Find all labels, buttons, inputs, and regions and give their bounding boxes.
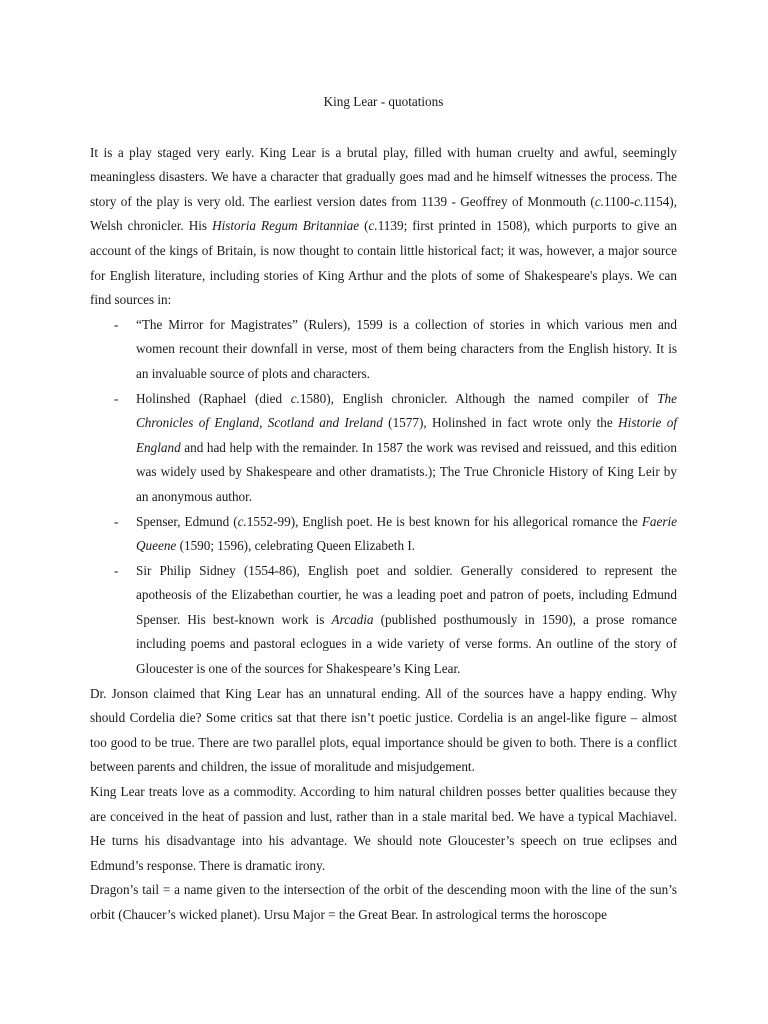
bullet-dash: - (114, 513, 119, 529)
sources-list (90, 313, 677, 682)
bullet-dash: - (114, 316, 119, 332)
list-item-holinshed: - Holinshed (Raphael (died c.1580), English chronicler. Although the named compiler of The Chronicles of England, Scotland and Ireland (1577), Holinshed in fact wrote only the Historie of England and had help with the remainder. In 1587 the work was revised and reissued, and this edition was widely used by Shakespeare and other dramatists.); The True Chronicle History of King Leir by an anonymous author. (90, 387, 677, 510)
dragon-paragraph: Dragon’s tail = a name given to the intersection of the orbit of the descending moon with the line of the sun’s orbit (Chaucer’s wicked planet). Ursu Major = the Great Bear. In astrological terms the horoscope (90, 882, 677, 922)
list-item-mirror: - “The Mirror for Magistrates” (Rulers), 1599 is a collection of stories in which various men and women recount their downfall in verse, most of them being characters from the English history. It is an invaluable source of plots and characters. (90, 313, 677, 387)
bullet-dash: - (114, 562, 119, 578)
list-item-sidney: - Sir Philip Sidney (1554-86), English poet and soldier. Generally considered to represent the apotheosis of the Elizabethan courtier, he was a leading poet and patron of poets, including Edmund Spenser. His best-known work is Arcadia (published posthumously in 1590), a prose romance including poems and pastoral eclogues in a wide variety of verse forms. An outline of the story of Gloucester is one of the sources for Shakespeare’s King Lear. (90, 559, 677, 682)
page-title: King Lear - quotations (323, 94, 444, 109)
document-page (90, 90, 677, 928)
intro-paragraph: It is a play staged very early. King Lear is a brutal play, filled with human cruelty and awful, seemingly meaningless disasters. We have a character that gradually goes mad and he himself witnesses the process. The story of the play is very old. The earliest version dates from 1139 - Geoffrey of Monmouth (c.1100-c.1154), Welsh chronicler. His Historia Regum Britanniae (c.1139; first printed in 1508), which purports to give an account of the kings of Britain, is now thought to contain little historical fact; it was, however, a major source for English literature, including stories of King Arthur and the plots of some of Shakespeare's plays. We can find sources in: (90, 144, 677, 308)
johnson-paragraph: Dr. Jonson claimed that King Lear has an unnatural ending. All of the sources have a happy ending. Why should Cordelia die? Some critics sat that there isn’t poetic justice. Cordelia is an angel-like figure – almost too good to be true. There are two parallel plots, equal importance should be given to both. There is a conflict between parents and children, the issue of moralitude and misjudgement. (90, 685, 677, 775)
list-item-spenser: - Spenser, Edmund (c.1552-99), English poet. He is best known for his allegorical romance the Faerie Queene (1590; 1596), celebrating Queen Elizabeth I. (90, 510, 677, 559)
love-paragraph: King Lear treats love as a commodity. According to him natural children posses better qualities because they are conceived in the heat of passion and lust, rather than in a stale marital bed. We have a typical Machiavel. He turns his disadvantage into his advantage. We should note Gloucester’s speech on true eclipses and Edmund’s response. There is dramatic irony. (90, 784, 677, 873)
bullet-dash: - (114, 390, 119, 406)
